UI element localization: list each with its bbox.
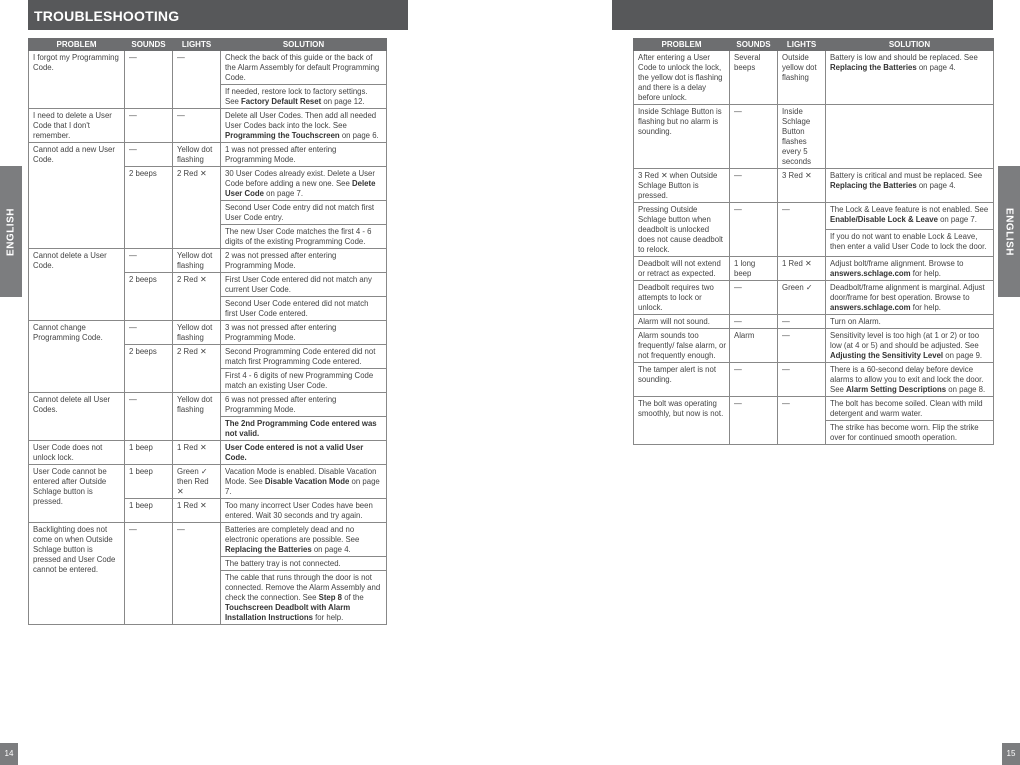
right-header-bar: [612, 0, 993, 30]
lights-cell: Inside Schlage Button flashes every 5 seconds: [778, 105, 826, 169]
solution-cell: Battery is critical and must be replaced. See Replacing the Batteries on page 4.: [826, 169, 994, 203]
left-header-bar: [28, 0, 408, 30]
solution-cell: 6 was not pressed after entering Programming Mode.: [221, 393, 387, 417]
problem-cell: The bolt was operating smoothly, but now is not.: [634, 397, 730, 445]
lights-cell: 2 Red ✕: [173, 167, 221, 249]
solution-cell: Sensitivity level is too high (at 1 or 2) or too low (at 4 or 5) and should be adjusted. See Adjusting the Sensitivity Level on page 9.: [826, 329, 994, 363]
solution-cell: 3 was not pressed after entering Programming Mode.: [221, 321, 387, 345]
problem-cell: Deadbolt will not extend or retract as expected.: [634, 257, 730, 281]
problem-cell: Inside Schlage Button is flashing but no alarm is sounding.: [634, 105, 730, 169]
table-row: [634, 329, 994, 363]
troubleshooting-table-left: [28, 38, 387, 625]
solution-cell: 30 User Codes already exist. Delete a User Code before adding a new one. See Delete User Code on page 7.: [221, 167, 387, 201]
sounds-cell: —: [125, 321, 173, 345]
solution-cell: If you do not want to enable Lock & Leave, then enter a valid User Code to lock the door.: [826, 230, 994, 257]
solution-cell: Delete all User Codes. Then add all needed User Codes back into the lock. See Programming the Touchscreen on page 6.: [221, 109, 387, 143]
solution-cell: Battery is low and should be replaced. See Replacing the Batteries on page 4.: [826, 51, 994, 105]
solution-cell: Turn on Alarm.: [826, 315, 994, 329]
solution-cell: Check the back of this guide or the back of the Alarm Assembly for default Programming Code.: [221, 51, 387, 85]
lights-cell: 1 Red ✕: [778, 257, 826, 281]
table-row: [634, 203, 994, 230]
solution-cell: First 4 - 6 digits of new Programming Code match an existing User Code.: [221, 369, 387, 393]
right-language-tab: [998, 166, 1020, 297]
sounds-cell: 2 beeps: [125, 167, 173, 249]
sounds-cell: —: [730, 105, 778, 169]
lights-cell: Green ✓: [778, 281, 826, 315]
troubleshooting-table-right: [633, 38, 994, 445]
solution-cell: The bolt has become soiled. Clean with mild detergent and warm water.: [826, 397, 994, 421]
sounds-cell: —: [125, 523, 173, 625]
lights-cell: 2 Red ✕: [173, 273, 221, 321]
lights-cell: —: [778, 315, 826, 329]
problem-cell: I need to delete a User Code that I don't remember.: [29, 109, 125, 143]
column-header-solution: SOLUTION: [221, 39, 387, 51]
table-row: [634, 281, 994, 315]
problem-cell: The tamper alert is not sounding.: [634, 363, 730, 397]
solution-cell: 2 was not pressed after entering Programming Mode.: [221, 249, 387, 273]
solution-cell: The cable that runs through the door is not connected. Remove the Alarm Assembly and check the connection. See Step 8 of the Touchscreen Deadbolt with Alarm Installation Instructions for help.: [221, 571, 387, 625]
solution-cell: Batteries are completely dead and no electronic operations are possible. See Replacing the Batteries on page 4.: [221, 523, 387, 557]
solution-cell: First User Code entered did not match any current User Code.: [221, 273, 387, 297]
sounds-cell: —: [125, 249, 173, 273]
lights-cell: —: [778, 363, 826, 397]
solution-cell: 1 was not pressed after entering Programming Mode.: [221, 143, 387, 167]
page-number-right: 15: [1002, 743, 1020, 765]
problem-cell: User Code does not unlock lock.: [29, 441, 125, 465]
problem-cell: Cannot change Programming Code.: [29, 321, 125, 393]
problem-cell: Alarm sounds too frequently/ false alarm, or not frequently enough.: [634, 329, 730, 363]
sounds-cell: 1 beep: [125, 465, 173, 499]
column-header-lights: LIGHTS: [173, 39, 221, 51]
table-row: [634, 105, 994, 169]
lights-cell: —: [778, 397, 826, 445]
column-header-sounds: SOUNDS: [730, 39, 778, 51]
left-language-tab: [0, 166, 22, 297]
problem-cell: 3 Red ✕ when Outside Schlage Button is pressed.: [634, 169, 730, 203]
sounds-cell: 2 beeps: [125, 273, 173, 321]
language-label: ENGLISH: [5, 207, 17, 256]
sounds-cell: —: [730, 281, 778, 315]
sounds-cell: 1 long beep: [730, 257, 778, 281]
sounds-cell: Several beeps: [730, 51, 778, 105]
solution-cell: The battery tray is not connected.: [221, 557, 387, 571]
sounds-cell: 1 beep: [125, 441, 173, 465]
solution-cell: Second Programming Code entered did not match first Programming Code entered.: [221, 345, 387, 369]
solution-cell: The Lock & Leave feature is not enabled. See Enable/Disable Lock & Leave on page 7.: [826, 203, 994, 230]
lights-cell: —: [173, 109, 221, 143]
solution-cell: The 2nd Programming Code entered was not valid.: [221, 417, 387, 441]
lights-cell: Yellow dot flashing: [173, 321, 221, 345]
lights-cell: Green ✓ then Red ✕: [173, 465, 221, 499]
sounds-cell: —: [730, 315, 778, 329]
solution-cell: If needed, restore lock to factory settings. See Factory Default Reset on page 12.: [221, 85, 387, 109]
table-row: [29, 109, 387, 143]
sounds-cell: —: [125, 393, 173, 441]
table-row: [634, 397, 994, 421]
solution-cell: [826, 105, 994, 169]
problem-cell: Cannot delete a User Code.: [29, 249, 125, 321]
lights-cell: 1 Red ✕: [173, 441, 221, 465]
lights-cell: 2 Red ✕: [173, 345, 221, 393]
lights-cell: —: [778, 329, 826, 363]
table-row: [29, 321, 387, 345]
sounds-cell: —: [730, 169, 778, 203]
sounds-cell: 1 beep: [125, 499, 173, 523]
lights-cell: —: [173, 51, 221, 109]
solution-cell: Second User Code entry did not match first User Code entry.: [221, 201, 387, 225]
table-row: [634, 315, 994, 329]
problem-cell: Cannot add a new User Code.: [29, 143, 125, 249]
problem-cell: Alarm will not sound.: [634, 315, 730, 329]
table-row: [29, 523, 387, 557]
sounds-cell: Alarm: [730, 329, 778, 363]
table-row: [634, 363, 994, 397]
table-row: [29, 393, 387, 417]
solution-cell: There is a 60-second delay before device alarms to allow you to exit and lock the door. See Alarm Setting Descriptions on page 8.: [826, 363, 994, 397]
problem-cell: I forgot my Programming Code.: [29, 51, 125, 109]
solution-cell: Too many incorrect User Codes have been entered. Wait 30 seconds and try again.: [221, 499, 387, 523]
column-header-solution: SOLUTION: [826, 39, 994, 51]
solution-cell: The new User Code matches the first 4 - 6 digits of the existing Programming Code.: [221, 225, 387, 249]
table-row: [634, 51, 994, 105]
solution-cell: Second User Code entered did not match first User Code entered.: [221, 297, 387, 321]
page-title: TROUBLESHOOTING: [34, 8, 180, 24]
sounds-cell: —: [125, 51, 173, 109]
solution-cell: Adjust bolt/frame alignment. Browse to answers.schlage.com for help.: [826, 257, 994, 281]
column-header-problem: PROBLEM: [29, 39, 125, 51]
table-row: [634, 169, 994, 203]
problem-cell: Backlighting does not come on when Outside Schlage button is pressed and User Code cannot be entered.: [29, 523, 125, 625]
table-row: [29, 143, 387, 167]
sounds-cell: —: [730, 397, 778, 445]
table-row: [634, 257, 994, 281]
lights-cell: Yellow dot flashing: [173, 143, 221, 167]
lights-cell: Yellow dot flashing: [173, 249, 221, 273]
sounds-cell: —: [125, 143, 173, 167]
lights-cell: 3 Red ✕: [778, 169, 826, 203]
language-label: ENGLISH: [1003, 207, 1015, 256]
lights-cell: Yellow dot flashing: [173, 393, 221, 441]
lights-cell: —: [173, 523, 221, 625]
solution-cell: Deadbolt/frame alignment is marginal. Adjust door/frame for best operation. Browse to answers.schlage.com for help.: [826, 281, 994, 315]
lights-cell: 1 Red ✕: [173, 499, 221, 523]
solution-cell: Vacation Mode is enabled. Disable Vacation Mode. See Disable Vacation Mode on page 7.: [221, 465, 387, 499]
column-header-lights: LIGHTS: [778, 39, 826, 51]
problem-cell: Pressing Outside Schlage button when deadbolt is unlocked does not cause deadbolt to relock.: [634, 203, 730, 257]
page-number-left: 14: [0, 743, 18, 765]
problem-cell: Cannot delete all User Codes.: [29, 393, 125, 441]
lights-cell: Outside yellow dot flashing: [778, 51, 826, 105]
lights-cell: —: [778, 203, 826, 257]
table-row: [29, 465, 387, 499]
problem-cell: After entering a User Code to unlock the lock, the yellow dot is flashing and there is a delay before unlock.: [634, 51, 730, 105]
solution-cell: The strike has become worn. Flip the strike over for continued smooth operation.: [826, 421, 994, 445]
table-row: [29, 249, 387, 273]
sounds-cell: 2 beeps: [125, 345, 173, 393]
column-header-problem: PROBLEM: [634, 39, 730, 51]
sounds-cell: —: [125, 109, 173, 143]
column-header-sounds: SOUNDS: [125, 39, 173, 51]
sounds-cell: —: [730, 203, 778, 257]
table-row: [29, 441, 387, 465]
sounds-cell: —: [730, 363, 778, 397]
problem-cell: User Code cannot be entered after Outside Schlage button is pressed.: [29, 465, 125, 523]
solution-cell: User Code entered is not a valid User Code.: [221, 441, 387, 465]
table-row: [29, 51, 387, 85]
problem-cell: Deadbolt requires two attempts to lock or unlock.: [634, 281, 730, 315]
